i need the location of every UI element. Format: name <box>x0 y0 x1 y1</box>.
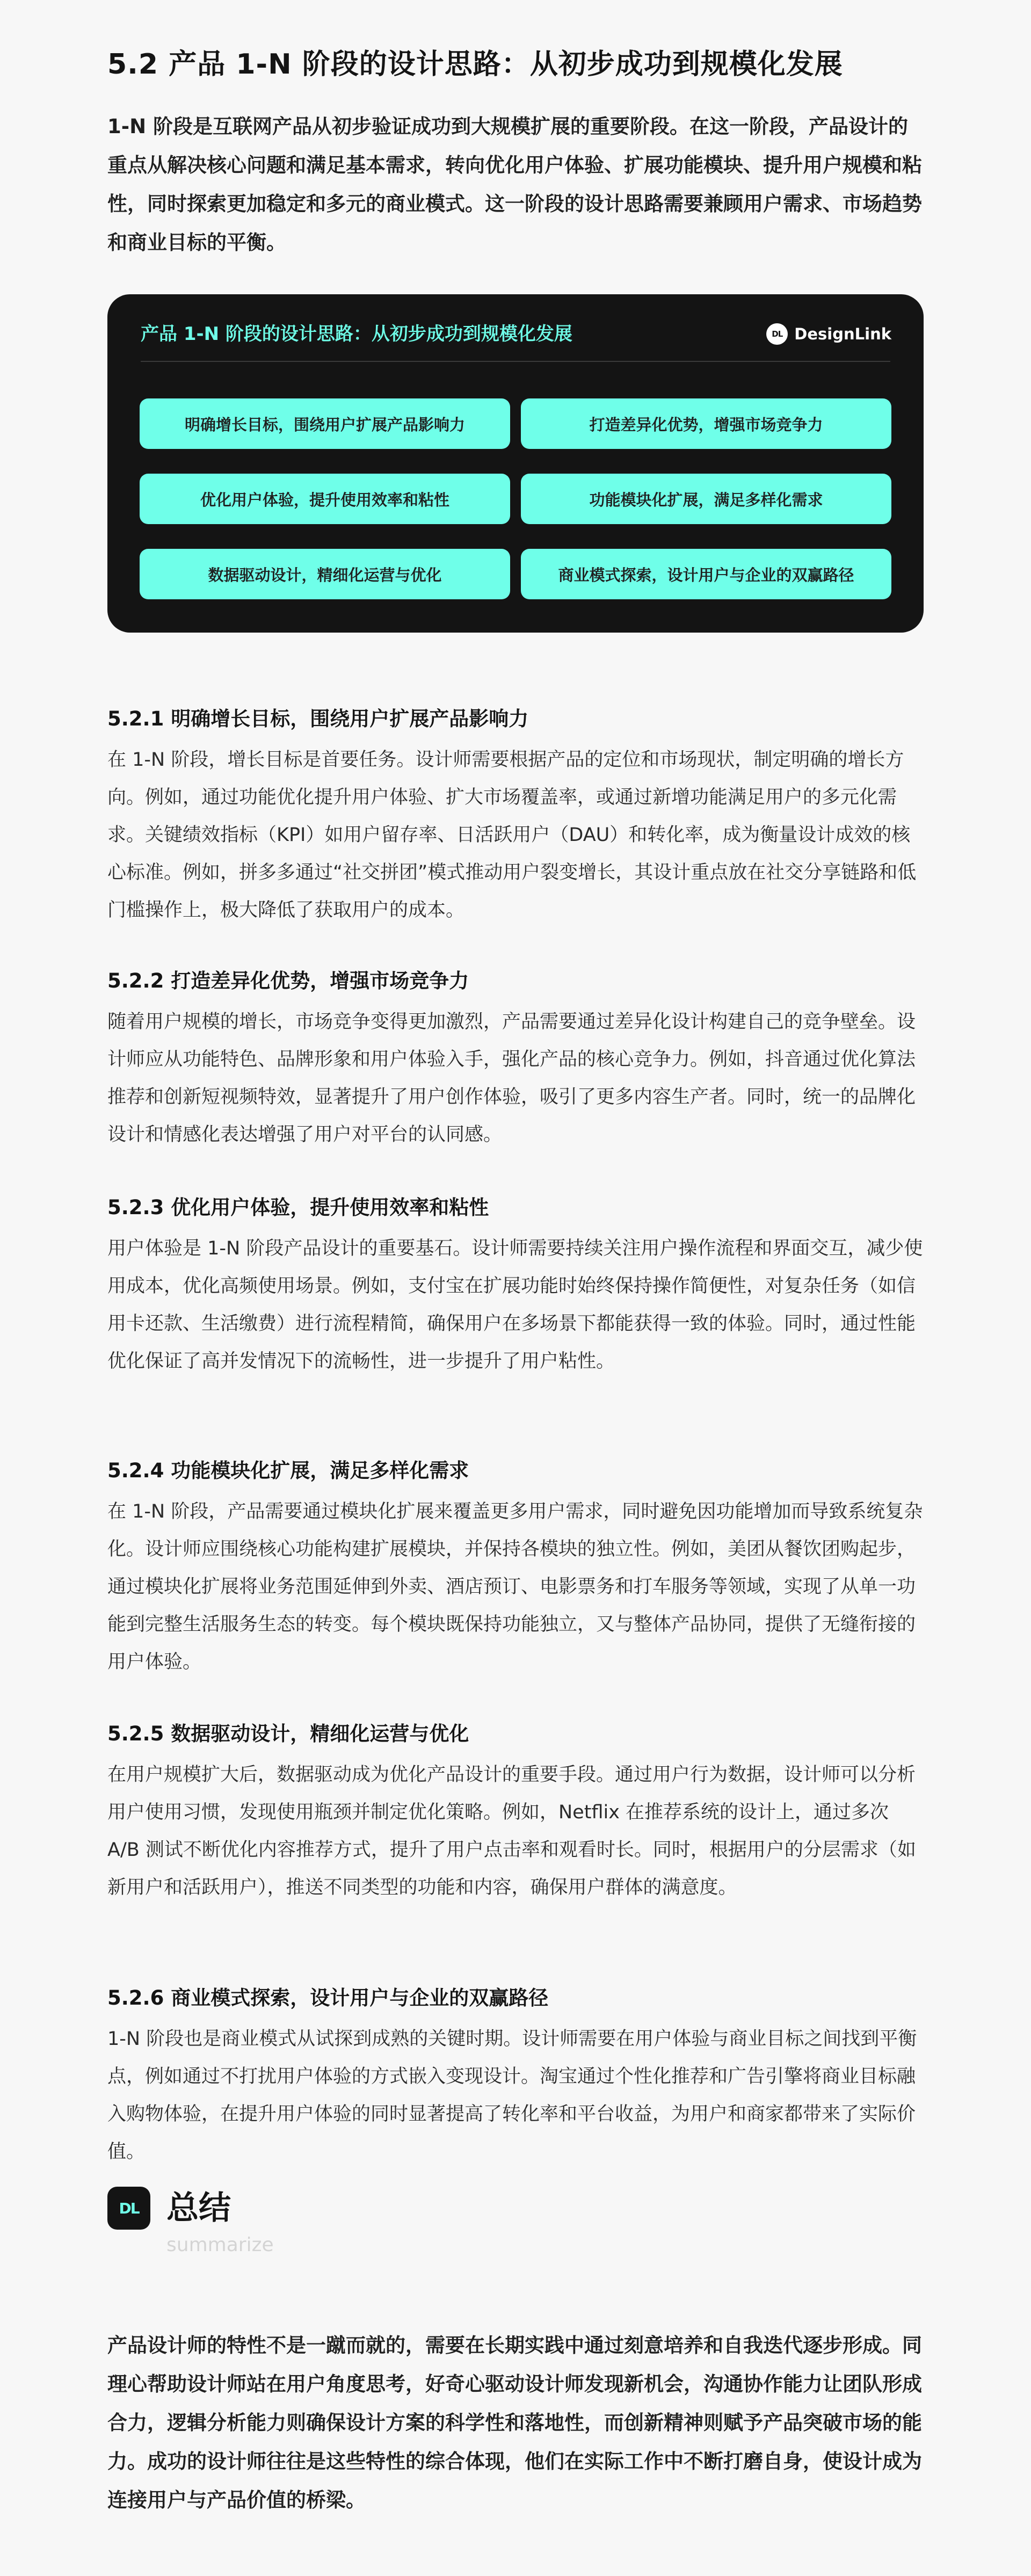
section-body: 1-N 阶段也是商业模式从试探到成熟的关键时期。设计师需要在用户体验与商业目标之间找到平衡点，例如通过不打扰用户体验的方式嵌入变现设计。淘宝通过个性化推荐和广告引擎将商业目标融入购物体验，在提升用户体验的同时显著提高了转化率和平台收益，为用户和商家都带来了实际价值。 <box>107 2028 917 2163</box>
section-title: 5.2.5 数据驱动设计，精细化运营与优化 <box>107 1722 469 1745</box>
page-title: 5.2 产品 1-N 阶段的设计思路：从初步成功到规模化发展 <box>107 48 843 81</box>
section-5-2-1 <box>107 705 924 929</box>
summary-subtitle: summarize <box>166 2234 274 2256</box>
section-body: 随着用户规模的增长，市场竞争变得更加激烈，产品需要通过差异化设计构建自己的竞争壁垒。设计师应从功能特色、品牌形象和用户体验入手，强化产品的核心竞争力。例如，抖音通过优化算法推荐和创新短视频特效，显著提升了用户创作体验，吸引了更多内容生产者。同时，统一的品牌化设计和情感化表达增强了用户对平台的认同感。 <box>107 1011 916 1145</box>
brand <box>766 323 891 345</box>
section-5-2-2 <box>107 967 924 1153</box>
section-title: 5.2.6 商业模式探索，设计用户与企业的双赢路径 <box>107 1986 549 2009</box>
designlink-logo-icon: DL <box>766 323 788 345</box>
section-5-2-5 <box>107 1719 924 1906</box>
summary-paragraph: 产品设计师的特性不是一蹴而就的，需要在长期实践中通过刻意培养和自我迭代逐步形成。同理心帮助设计师站在用户角度思考，好奇心驱动设计师发现新机会，沟通协作能力让团队形成合力，逻辑分析能力则确保设计方案的科学性和落地性，而创新精神则赋予产品突破市场的能力。成功的设计师往往是这些特性的综合体现，他们在实际工作中不断打磨自身，使设计成为连接用户与产品价值的桥梁。 <box>107 2334 922 2512</box>
section-body: 在 1-N 阶段，产品需要通过模块化扩展来覆盖更多用户需求，同时避免因功能增加而导致系统复杂化。设计师应围绕核心功能构建扩展模块，并保持各模块的独立性。例如，美团从餐饮团购起步，通过模块化扩展将业务范围延伸到外卖、酒店预订、电影票务和打车服务等领域，实现了从单一功能到完整生活服务生态的转变。每个模块既保持功能独立，又与整体产品协同，提供了无缝衔接的用户体验。 <box>107 1501 923 1673</box>
section-body: 在用户规模扩大后，数据驱动成为优化产品设计的重要手段。通过用户行为数据，设计师可以分析用户使用习惯，发现使用瓶颈并制定优化策略。例如，Netflix 在推荐系统的设计上，通过多次 A/B 测试不断优化内容推荐方式，提升了用户点击率和观看时长。同时，根据用户的分层需求（如新用户和活跃用户），推送不同类型的功能和内容，确保用户群体的满意度。 <box>107 1764 916 1898</box>
section-title: 5.2.3 优化用户体验，提升使用效率和粘性 <box>107 1196 489 1219</box>
intro-paragraph: 1-N 阶段是互联网产品从初步验证成功到大规模扩展的重要阶段。在这一阶段，产品设计的重点从解决核心问题和满足基本需求，转向优化用户体验、扩展功能模块、提升用户规模和粘性，同时探索更加稳定和多元的商业模式。这一阶段的设计思路需要兼顾用户需求、市场趋势和商业目标的平衡。 <box>107 115 922 254</box>
badge-text: DL <box>119 2199 139 2217</box>
section-5-2-3 <box>107 1193 924 1380</box>
topic-pill-growth: 明确增长目标，围绕用户扩展产品影响力 <box>140 398 510 449</box>
section-body: 用户体验是 1-N 阶段产品设计的重要基石。设计师需要持续关注用户操作流程和界面交互，减少使用成本，优化高频使用场景。例如，支付宝在扩展功能时始终保持操作简便性，对复杂任务（如信用卡还款、生活缴费）进行流程精简，确保用户在多场景下都能获得一致的体验。同时，通过性能优化保证了高并发情况下的流畅性，进一步提升了用户粘性。 <box>107 1238 923 1372</box>
card-title: 产品 1-N 阶段的设计思路：从初步成功到规模化发展 <box>141 323 572 345</box>
section-5-2-4 <box>107 1456 924 1681</box>
section-5-2-6 <box>107 1984 924 2171</box>
section-title: 5.2.2 打造差异化优势，增强市场竞争力 <box>107 969 469 992</box>
summary-title: 总结 <box>166 2189 231 2227</box>
designlink-badge-icon <box>107 2187 150 2230</box>
section-title: 5.2.4 功能模块化扩展，满足多样化需求 <box>107 1459 469 1482</box>
overview-card <box>107 294 924 633</box>
topic-pill-business: 商业模式探索，设计用户与企业的双赢路径 <box>521 549 891 599</box>
brand-name: DesignLink <box>794 325 891 343</box>
section-body: 在 1-N 阶段，增长目标是首要任务。设计师需要根据产品的定位和市场现状，制定明确的增长方向。例如，通过功能优化提升用户体验、扩大市场覆盖率，或通过新增功能满足用户的多元化需求。关键绩效指标（KPI）如用户留存率、日活跃用户（DAU）和转化率，成为衡量设计成效的核心标准。例如，拼多多通过“社交拼团”模式推动用户裂变增长，其设计重点放在社交分享链路和低门槛操作上，极大降低了获取用户的成本。 <box>107 749 917 921</box>
topic-pill-experience: 优化用户体验，提升使用效率和粘性 <box>140 474 510 524</box>
section-title: 5.2.1 明确增长目标，围绕用户扩展产品影响力 <box>107 707 529 730</box>
topic-pill-data: 数据驱动设计，精细化运营与优化 <box>140 549 510 599</box>
topic-pill-differentiation: 打造差异化优势，增强市场竞争力 <box>521 398 891 449</box>
card-divider <box>141 361 890 362</box>
topic-pill-modular: 功能模块化扩展，满足多样化需求 <box>521 474 891 524</box>
